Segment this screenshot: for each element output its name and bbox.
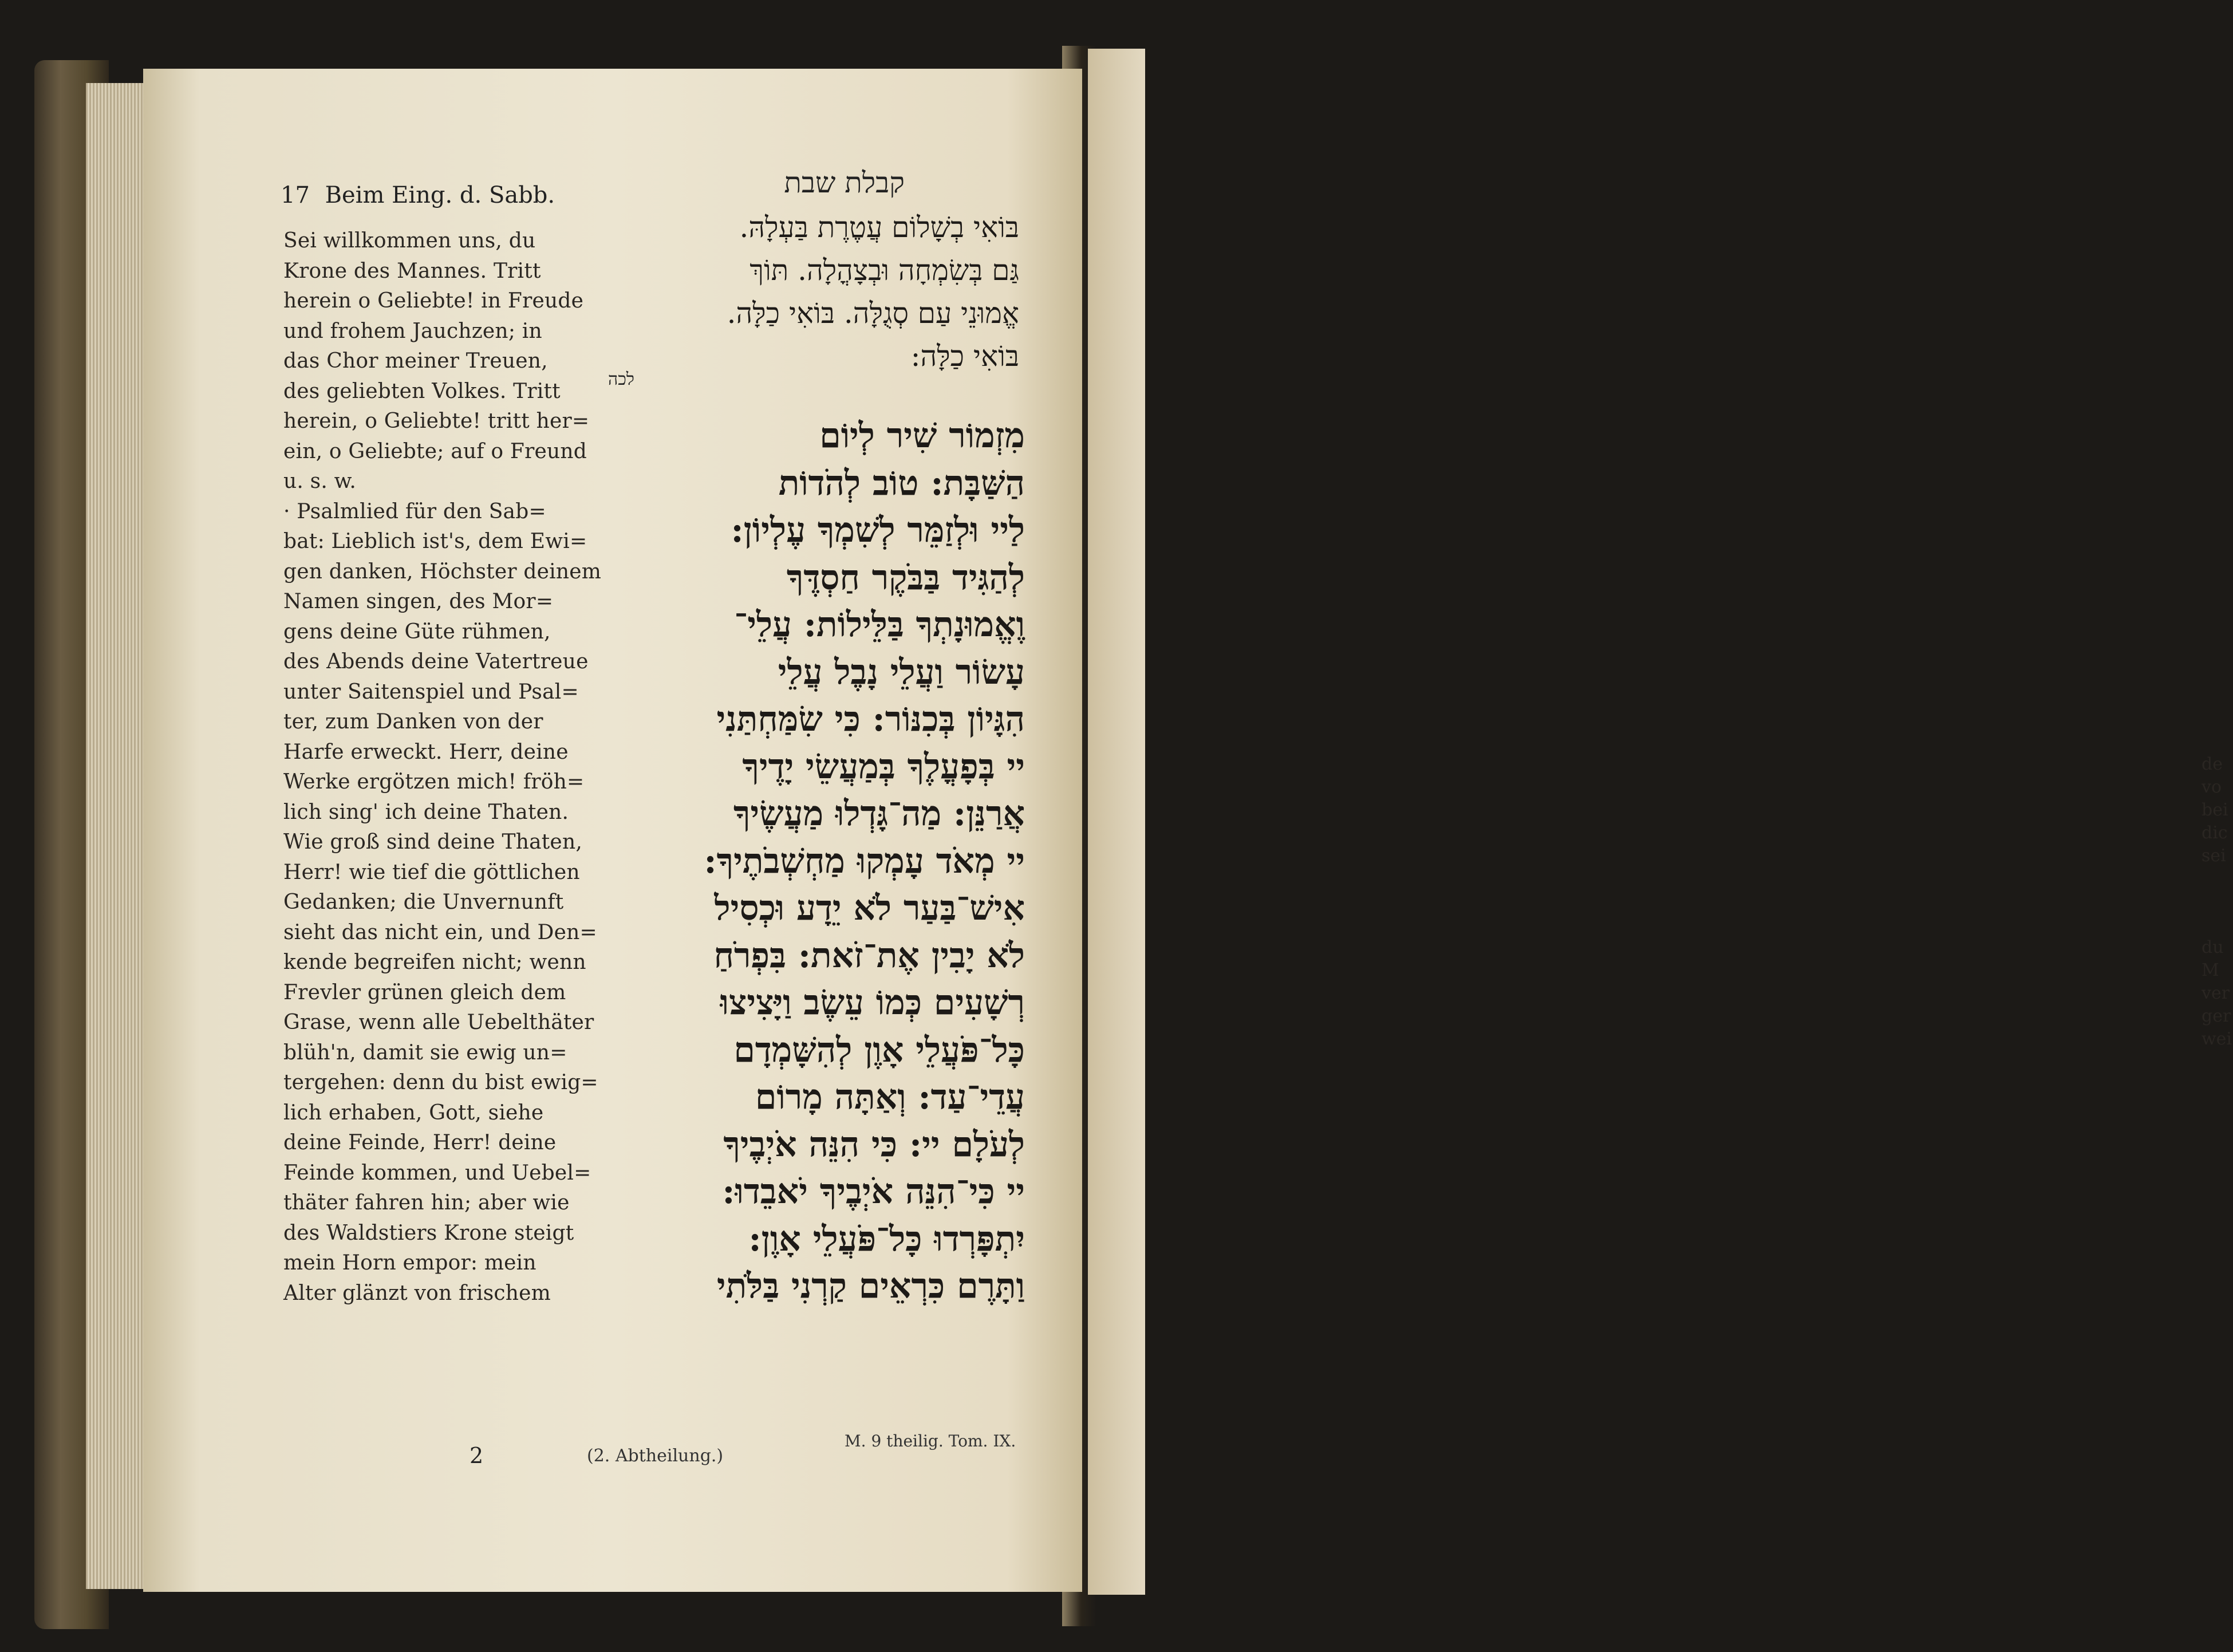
hebrew-line: אֱמוּנֵי עַם סְגֻלָּה. בּוֹאִי כַלָּה.: [727, 297, 1019, 330]
hebrew-lekha-dodi-verse: [618, 206, 1019, 378]
facing-page: [1088, 49, 2232, 1595]
facing-page-fragment: de: [2202, 754, 2223, 774]
german-line: u. s. w.: [283, 470, 357, 493]
hebrew-psalm-line: לְעֹלָם יי: כִּי הִנֵּה אֹיְבֶיךָ: [723, 1124, 1025, 1165]
german-line: des Abends deine Vatertreue: [283, 650, 589, 673]
german-line: lich sing' ich deine Thaten.: [283, 800, 569, 824]
hebrew-psalm-line: יי מְאֹד עָמְקוּ מַחְשְׁבֹתֶיךָ:: [704, 841, 1025, 881]
facing-page-fragment: ger: [2202, 1006, 2231, 1026]
hebrew-psalm-line: יי כִּי־הִנֵּה אֹיְבֶיךָ יֹאבֵדוּ:: [722, 1172, 1025, 1212]
german-line: Werke ergötzen mich! fröh=: [283, 770, 585, 794]
german-line: Wie groß sind deine Thaten,: [283, 830, 582, 854]
hebrew-psalm-line: הַשַּׁבָּת: טוֹב לְהֹדוֹת: [778, 463, 1025, 503]
section-title: Beim Eing. d. Sabb.: [325, 182, 555, 208]
german-line: Herr! wie tief die göttlichen: [283, 860, 580, 884]
facing-page-fragment: vo: [2202, 777, 2222, 797]
hebrew-psalm-line: לֹא יָבִין אֶת־זֹאת: בִּפְרֹחַ: [713, 935, 1025, 976]
german-line: Gedanken; die Unvernunft: [283, 890, 564, 914]
german-line: · Psalmlied für den Sab=: [283, 499, 546, 523]
hebrew-psalm-line: עָשׂוֹר וַעֲלֵי נָבֶל עֲלֵי: [778, 652, 1025, 692]
german-line: mein Horn empor: mein: [283, 1251, 536, 1275]
hebrew-line: גַּם בְּשִׂמְחָה וּבְצָהֳלָה. תּוֹךְ: [749, 254, 1019, 287]
german-line: Harfe erweckt. Herr, deine: [283, 740, 569, 764]
german-line: unter Saitenspiel und Psal=: [283, 680, 579, 704]
german-line: tergehen: denn du bist ewig=: [283, 1071, 598, 1094]
facing-page-fragment: du: [2202, 937, 2224, 957]
hebrew-psalm-line: אֲרַנֵּן: מַה־גָּדְלוּ מַעֲשֶׂיךָ: [733, 794, 1025, 834]
german-line: Frevler grünen gleich dem: [283, 980, 566, 1004]
press-mark: M. 9 theilig. Tom. IX.: [845, 1432, 1016, 1450]
hebrew-psalm-column: [624, 412, 1025, 1310]
division-note: (2. Abtheilung.): [587, 1446, 724, 1466]
hebrew-psalm-line: עֲדֵי־עַד: וְאַתָּה מָרוֹם: [755, 1077, 1025, 1117]
hebrew-section-title: קבלת שבת: [784, 166, 905, 199]
german-line: das Chor meiner Treuen,: [283, 349, 548, 373]
german-line: Alter glänzt von frischem: [283, 1281, 551, 1305]
hebrew-psalm-line: אִישׁ־בַּעַר לֹא יֵדָע וּכְסִיל: [714, 888, 1025, 928]
facing-page-fragment: [2202, 913, 2233, 936]
hebrew-psalm-line: לְהַגִּיד בַּבֹּקֶר חַסְדֶּךָ: [786, 557, 1025, 598]
hebrew-psalm-line: וֶאֱמוּנָתְךָ בַּלֵּילוֹת: עֲלֵי־: [734, 605, 1025, 645]
german-translation-column: [283, 226, 604, 1308]
german-line: herein, o Geliebte! tritt her=: [283, 409, 590, 433]
hebrew-psalm-line: לַיי וּלְזַמֵּר לְשִׁמְךָ עֶלְיוֹן:: [731, 510, 1025, 550]
facing-page-fragment: dic: [2202, 823, 2228, 843]
german-line: Krone des Mannes. Tritt: [283, 259, 541, 283]
german-line: des geliebten Volkes. Tritt: [283, 379, 561, 403]
hebrew-psalm-line: כָּל־פֹּעֲלֵי אָוֶן לְהִשָּׁמְדָם: [733, 1030, 1025, 1070]
german-line: und frohem Jauchzen; in: [283, 319, 542, 343]
german-line: thäter fahren hin; aber wie: [283, 1191, 570, 1215]
hebrew-psalm-line: וַתָּרֶם כִּרְאֵים קַרְנִי בַּלֹּתִי: [716, 1266, 1025, 1306]
german-line: des Waldstiers Krone steigt: [283, 1221, 574, 1245]
facing-page-fragment: wei: [2202, 1029, 2232, 1049]
facing-page-fragment: sei: [2202, 846, 2226, 866]
german-line: ter, zum Danken von der: [283, 710, 543, 734]
german-line: Grase, wenn alle Uebelthäter: [283, 1011, 594, 1034]
facing-page-text-fragments: [2202, 753, 2233, 1051]
german-line: ein, o Geliebte; auf o Freund: [283, 439, 587, 463]
facing-page-fragment: ver: [2202, 983, 2230, 1003]
hebrew-side-word: לכה: [608, 369, 634, 389]
hebrew-psalm-line: רְשָׁעִים כְּמוֹ עֵשֶׂב וַיָּצִיצוּ: [720, 983, 1025, 1023]
hebrew-psalm-line: הִגָּיוֹן בְּכִנּוֹר: כִּי שִׂמַּחְתַּנִי: [716, 699, 1025, 739]
hebrew-psalm-line: מִזְמוֹר שִׁיר לְיוֹם: [819, 416, 1025, 456]
german-line: sieht das nicht ein, und Den=: [283, 920, 597, 944]
german-line: lich erhaben, Gott, siehe: [283, 1101, 544, 1125]
german-line: Namen singen, des Mor=: [283, 590, 554, 613]
signature-number: 2: [470, 1443, 484, 1468]
german-line: Feinde kommen, und Uebel=: [283, 1161, 591, 1185]
page-number: 17: [281, 182, 310, 208]
german-line: herein o Geliebte! in Freude: [283, 289, 584, 313]
german-line: blüh'n, damit sie ewig un=: [283, 1040, 567, 1064]
hebrew-psalm-line: יי בְּפָעֳלֶךָ בְּמַעֲשֵׂי יָדֶיךָ: [742, 746, 1025, 787]
german-line: kende begreifen nicht; wenn: [283, 951, 586, 974]
german-line: Sei willkommen uns, du: [283, 229, 536, 253]
running-head: [281, 182, 578, 216]
hebrew-psalm-line: יִתְפָּרְדוּ כָּל־פֹּעֲלֵי אָוֶן:: [748, 1219, 1025, 1259]
german-line: bat: Lieblich ist's, dem Ewi=: [283, 530, 587, 553]
hebrew-line: בּוֹאִי בְשָׁלוֹם עֲטֶרֶת בַּעְלָהּ.: [739, 211, 1019, 244]
facing-page-fragment: bei: [2202, 800, 2228, 820]
hebrew-line: בּוֹאִי כַלָּה:: [910, 340, 1019, 373]
german-line: gen danken, Höchster deinem: [283, 559, 602, 583]
german-line: deine Feinde, Herr! deine: [283, 1131, 557, 1154]
facing-page-fragment: [2202, 890, 2233, 913]
facing-page-fragment: M: [2202, 960, 2219, 980]
facing-page-fragment: [2202, 868, 2233, 890]
german-line: gens deine Güte rühmen,: [283, 620, 551, 644]
